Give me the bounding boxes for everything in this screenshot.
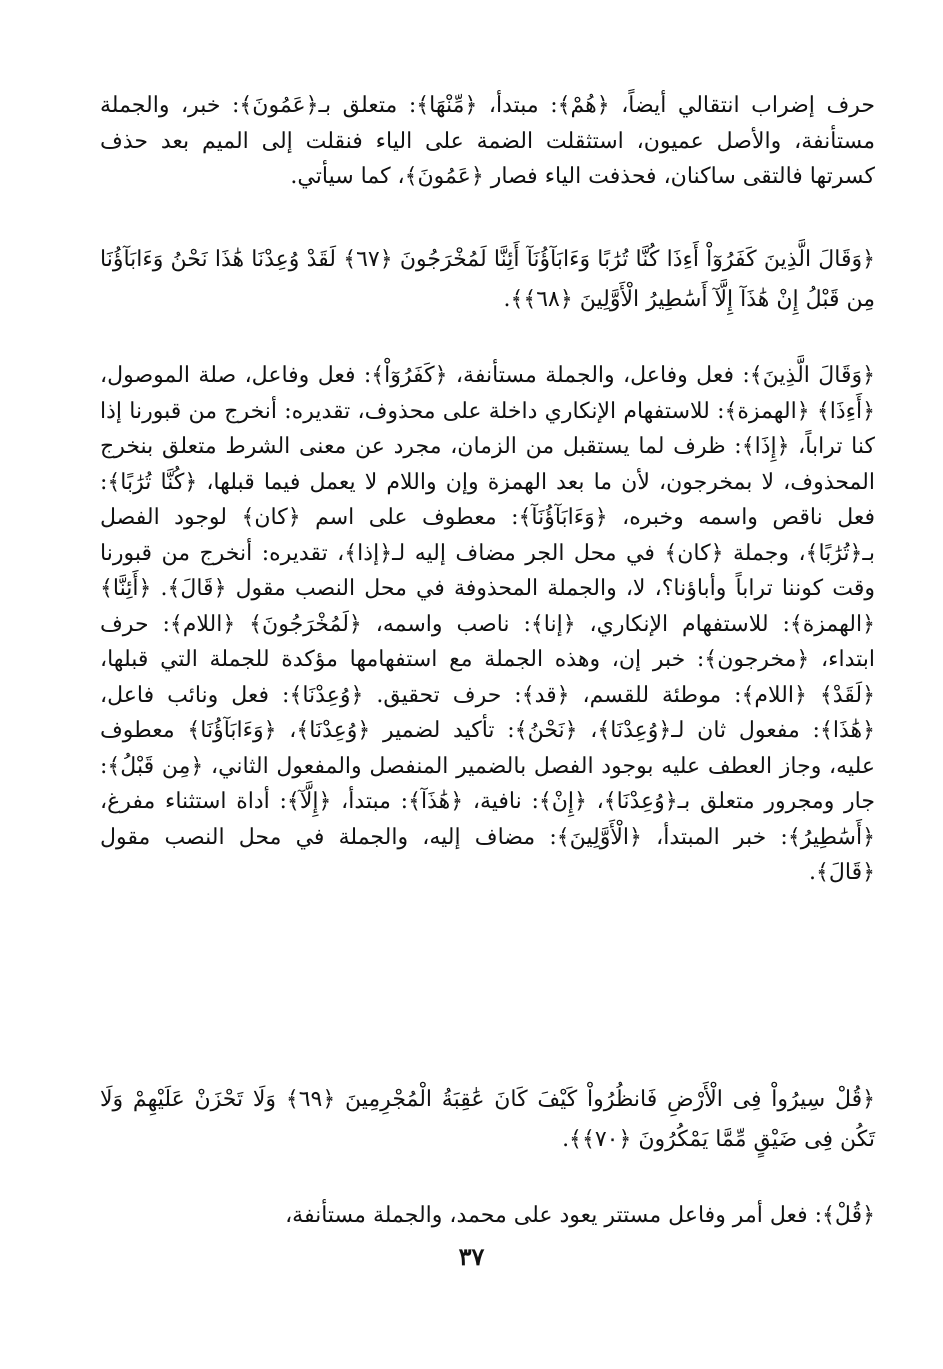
quran-verse-67-68: ﴿وَقَالَ الَّذِينَ كَفَرُوٓاْ أَءِذَا كُنَّا تُرَٰبًا وَءَابَآؤُنَآ أَئِنَّا لَمُخْرَجُونَ ﴿٦٧﴾ لَقَدْ وُعِدْنَا هَٰذَا نَحْنُ وَءَابَآؤُنَا مِن قَبْلُ إِنْ هَٰذَآ إِلَّآ أَسَٰطِيرُ الْأَوَّلِينَ ﴿٦٨﴾﴾. (100, 247, 875, 312)
commentary-paragraph-3: ﴿قُلْ﴾: فعل أمر وفاعل مستتر يعود على محمد، والجملة مستأنفة، (285, 1203, 875, 1228)
commentary-paragraph-2: ﴿وَقَالَ الَّذِينَ﴾: فعل وفاعل، والجملة مستأنفة، ﴿كَفَرُوٓاْ﴾: فعل وفاعل، صلة الموصول، ﴿أَءِذَا﴾ ﴿الهمزة﴾: للاستفهام الإنكاري داخلة على محذوف، تقديره: أنخرج من قبورنا إذا كنا تراباً، ﴿إِذَا﴾: ظرف لما يستقبل من الزمان، مجرد عن معنى الشرط متعلق بنخرج المحذوف، لا بمخرجون، لأن ما بعد الهمزة وإن واللام لا يعمل فيما قبلها، ﴿كُنَّا تُرَٰبًا﴾: فعل ناقص واسمه وخبره، ﴿وَءَابَآؤُنَآ﴾: معطوف على اسم ﴿كان﴾ لوجود الفصل بـ﴿تُرَٰبًا﴾، وجملة ﴿كان﴾ في محل الجر مضاف إليه لـ﴿إذا﴾، تقديره: أنخرج من قبورنا وقت كوننا تراباً وأباؤنا؟، لا، والجملة المحذوفة في محل النصب مقول ﴿قَالَ﴾. ﴿أَئِنَّا﴾ ﴿الهمزة﴾: للاستفهام الإنكاري، ﴿إنا﴾: ناصب واسمه، ﴿لَمُخْرَجُونَ﴾ ﴿اللام﴾: حرف ابتداء، ﴿مخرجون﴾: خبر إن، وهذه الجملة مع استفهامها مؤكدة للجملة التي قبلها، ﴿لَقَدْ﴾ ﴿اللام﴾: موطئة للقسم، ﴿قد﴾: حرف تحقيق. ﴿وُعِدْنَا﴾: فعل ونائب فاعل، ﴿هَٰذَا﴾: مفعول ثان لـ﴿وُعِدْنَا﴾، ﴿نَحْنُ﴾: تأكيد لضمير ﴿وُعِدْنَا﴾، ﴿وَءَابَآؤُنَا﴾ معطوف عليه، وجاز العطف عليه بوجود الفصل بالضمير المنفصل والمفعول الثاني، ﴿مِن قَبْلُ﴾: جار ومجرور متعلق بـ﴿وُعِدْنَا﴾، ﴿إِنْ﴾: نافية، ﴿هَٰذَآ﴾: مبتدأ، ﴿إِلَّآ﴾: أداة استثناء مفرغ، ﴿أَسَٰطِيرُ﴾: خبر المبتدأ، ﴿الْأَوَّلِينَ﴾: مضاف إليه، والجملة في محل النصب مقول ﴿قَالَ﴾. (100, 363, 875, 885)
page-number: ٣٧ (458, 1242, 485, 1271)
commentary-paragraph-1: حرف إضراب انتقالي أيضاً، ﴿هُمْ﴾: مبتدأ، ﴿مِّنْهَا﴾: متعلق بـ﴿عَمُونَ﴾: خبر، والجملة مستأنفة، والأصل عميون، استثقلت الضمة على الياء فنقلت إلى الميم بعد حذف كسرتها فالتقى ساكنان، فحذفت الياء فصار ﴿عَمُونَ﴾، كما سيأتي. (100, 93, 875, 189)
quran-verse-69-70: ﴿قُلْ سِيرُواْ فِى الْأَرْضِ فَانظُرُواْ كَيْفَ كَانَ عَٰقِبَةُ الْمُجْرِمِينَ ﴿٦٩﴾ وَلَا تَحْزَنْ عَلَيْهِمْ وَلَا تَكُن فِى ضَيْقٍ مِّمَّا يَمْكُرُونَ ﴿٧٠﴾﴾. (100, 1087, 876, 1152)
